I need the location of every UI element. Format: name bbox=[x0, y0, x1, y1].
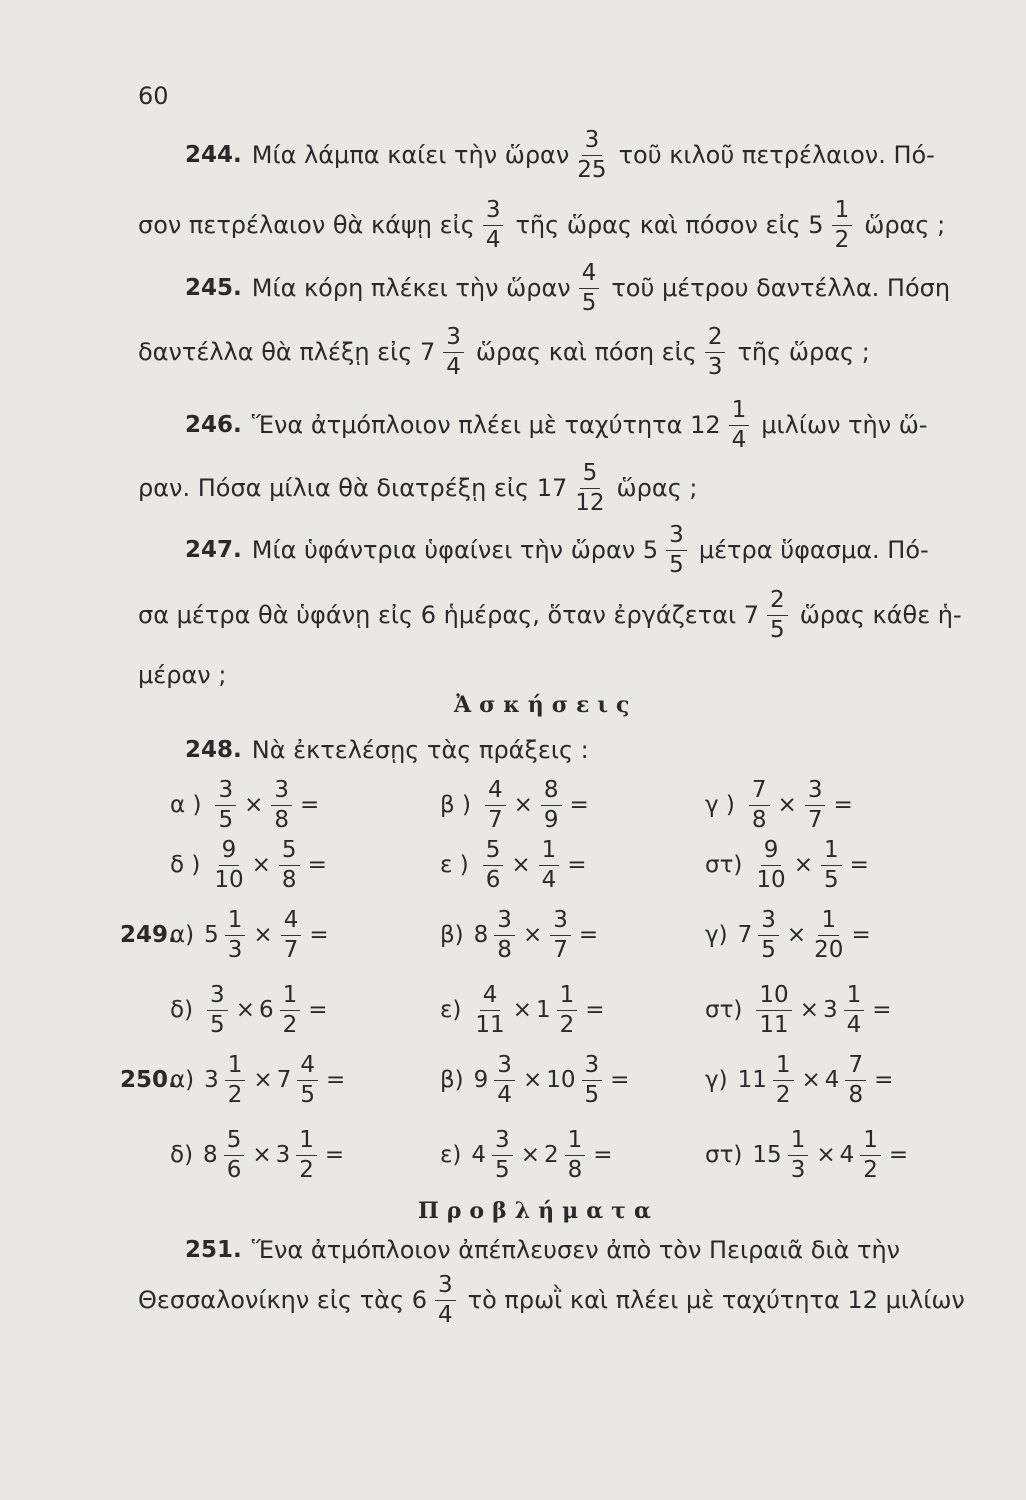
text-line bbox=[185, 395, 928, 455]
fraction bbox=[832, 198, 853, 253]
exercise-item bbox=[170, 905, 333, 965]
text-line bbox=[138, 1270, 965, 1330]
fraction-denominator: 8 bbox=[497, 936, 512, 963]
item-label: δ) bbox=[170, 1142, 194, 1168]
times-sign: × bbox=[786, 922, 807, 948]
fraction bbox=[756, 983, 791, 1038]
fraction-numerator: 3 bbox=[492, 1128, 513, 1156]
fraction-numerator: 3 bbox=[758, 908, 779, 936]
fraction bbox=[773, 1053, 794, 1108]
fraction bbox=[281, 908, 302, 963]
times-sign: × bbox=[251, 852, 271, 878]
whole-number: 8 bbox=[203, 1142, 218, 1168]
text-run: Μία λάμπα καίει τὴν ὥραν bbox=[251, 141, 570, 169]
equals-sign: = bbox=[325, 1067, 346, 1093]
exercise-item bbox=[705, 835, 873, 895]
exercise-item bbox=[170, 835, 331, 895]
text-run: τοῦ μέτρου δαντέλλα. Πόση bbox=[611, 274, 951, 302]
fraction-denominator: 5 bbox=[761, 936, 776, 963]
item-label: στ) bbox=[705, 1142, 743, 1168]
fraction bbox=[814, 908, 843, 963]
fraction-numerator: 3 bbox=[805, 778, 826, 806]
fraction-numerator: 8 bbox=[541, 778, 562, 806]
fraction-numerator: 1 bbox=[225, 908, 246, 936]
text-run: τῆς ὥρας ; bbox=[737, 338, 870, 366]
whole-number: 4 bbox=[824, 1067, 840, 1093]
times-sign: × bbox=[522, 922, 543, 948]
fraction bbox=[483, 838, 504, 893]
whole-number: 2 bbox=[543, 1142, 559, 1168]
fraction bbox=[494, 1053, 515, 1108]
whole-number: 1 bbox=[535, 997, 551, 1023]
whole-number: 4 bbox=[471, 1142, 487, 1168]
exercise-item bbox=[705, 775, 857, 835]
fraction bbox=[494, 908, 515, 963]
fraction-denominator: 5 bbox=[823, 866, 839, 893]
fraction-numerator: 1 bbox=[821, 838, 842, 866]
fraction-denominator: 8 bbox=[567, 1156, 583, 1183]
fraction-denominator: 4 bbox=[446, 353, 461, 380]
fraction bbox=[557, 983, 578, 1038]
fraction bbox=[435, 1273, 456, 1328]
exercise-item bbox=[705, 980, 896, 1040]
fraction-denominator: 7 bbox=[553, 936, 568, 963]
text-run: ὥρας ; bbox=[864, 211, 946, 239]
fraction bbox=[788, 1128, 809, 1183]
times-sign: × bbox=[816, 1142, 836, 1168]
fraction-numerator: 9 bbox=[761, 838, 782, 866]
fraction-numerator: 3 bbox=[494, 908, 515, 936]
item-label: β ) bbox=[440, 792, 471, 818]
fraction-numerator: 1 bbox=[844, 983, 865, 1011]
fraction-denominator: 4 bbox=[497, 1081, 512, 1108]
whole-number: 7 bbox=[276, 1067, 292, 1093]
times-sign: × bbox=[253, 922, 273, 948]
fraction-numerator: 1 bbox=[557, 983, 578, 1011]
text-run: ὥρας ; bbox=[616, 474, 698, 502]
fraction bbox=[271, 778, 292, 833]
fraction-denominator: 7 bbox=[283, 936, 299, 963]
problem-number: 244. bbox=[185, 142, 242, 168]
fraction bbox=[767, 588, 788, 643]
fraction-denominator: 2 bbox=[559, 1011, 575, 1038]
equals-sign: = bbox=[610, 1067, 630, 1093]
fraction bbox=[550, 908, 571, 963]
exercise-instruction: Νὰ ἐκτελέσῃς τὰς πράξεις : bbox=[251, 736, 589, 764]
text-run: Ἕνα ἀτμόπλοιον ἀπέπλευσεν ἀπὸ τὸν Πειραιᾶ διὰ τὴν bbox=[251, 1236, 901, 1264]
item-label: δ) bbox=[170, 997, 194, 1023]
fraction-denominator: 5 bbox=[495, 1156, 510, 1183]
fraction-denominator: 10 bbox=[756, 866, 786, 893]
text-run: μέτρα ὕφασμα. Πό- bbox=[698, 536, 929, 564]
item-label: στ) bbox=[705, 852, 743, 878]
fraction-numerator: 3 bbox=[435, 1273, 456, 1301]
fraction-denominator: 5 bbox=[210, 1011, 225, 1038]
fraction-numerator: 1 bbox=[565, 1128, 586, 1156]
fraction-denominator: 5 bbox=[584, 1081, 600, 1108]
whole-number: 7 bbox=[737, 922, 753, 948]
whole-number: 15 bbox=[752, 1142, 782, 1168]
fraction-denominator: 5 bbox=[218, 806, 234, 833]
text-line bbox=[138, 322, 870, 382]
text-run: Ἕνα ἀτμόπλοιον πλέει μὲ ταχύτητα 12 bbox=[251, 411, 721, 439]
text-line bbox=[185, 125, 935, 185]
problem-number: 250. bbox=[120, 1067, 177, 1093]
fraction-numerator: 5 bbox=[483, 838, 504, 866]
fraction-denominator: 5 bbox=[581, 289, 597, 316]
text-run: δαντέλλα θὰ πλέξῃ εἰς 7 bbox=[138, 338, 436, 366]
exercise-item bbox=[440, 1050, 633, 1110]
fraction-denominator: 4 bbox=[731, 426, 747, 453]
text-line bbox=[138, 458, 698, 518]
text-line bbox=[185, 258, 950, 318]
text-run: Μία ὑφάντρια ὑφαίνει τὴν ὥραν 5 bbox=[251, 536, 659, 564]
fraction bbox=[296, 1128, 317, 1183]
fraction bbox=[575, 461, 604, 516]
fraction bbox=[844, 983, 865, 1038]
fraction bbox=[565, 1128, 586, 1183]
item-label: ε) bbox=[440, 1142, 462, 1168]
times-sign: × bbox=[512, 997, 532, 1023]
fraction-numerator: 3 bbox=[483, 198, 504, 226]
text-run: ὥρας κάθε ἡ- bbox=[799, 601, 962, 629]
problem-number: 251. bbox=[185, 1237, 242, 1263]
equals-sign: = bbox=[585, 997, 605, 1023]
times-sign: × bbox=[511, 852, 531, 878]
problem-number: 246. bbox=[185, 412, 242, 438]
whole-number: 4 bbox=[839, 1142, 855, 1168]
fraction-numerator: 3 bbox=[666, 523, 687, 551]
exercise-item bbox=[170, 1125, 348, 1185]
fraction-numerator: 4 bbox=[485, 778, 506, 806]
fraction-denominator: 12 bbox=[575, 489, 605, 516]
fraction-numerator: 1 bbox=[818, 908, 839, 936]
exercise-item bbox=[170, 775, 323, 835]
text-run: σον πετρέλαιον θὰ κάψῃ εἰς bbox=[138, 211, 475, 239]
text-run: ὥρας καὶ πόση εἰς bbox=[475, 338, 697, 366]
fraction-numerator: 3 bbox=[582, 128, 603, 156]
equals-sign: = bbox=[307, 852, 327, 878]
fraction bbox=[475, 983, 504, 1038]
equals-sign: = bbox=[300, 792, 320, 818]
fraction-denominator: 3 bbox=[790, 1156, 806, 1183]
page-number: 60 bbox=[138, 82, 169, 110]
fraction bbox=[821, 838, 842, 893]
fraction-numerator: 3 bbox=[582, 1053, 603, 1081]
fraction-denominator: 5 bbox=[300, 1081, 315, 1108]
fraction-denominator: 2 bbox=[299, 1156, 314, 1183]
fraction-denominator: 3 bbox=[707, 353, 723, 380]
fraction-numerator: 4 bbox=[297, 1053, 318, 1081]
fraction-numerator: 4 bbox=[480, 983, 501, 1011]
times-sign: × bbox=[801, 1067, 821, 1093]
fraction-denominator: 3 bbox=[227, 936, 243, 963]
exercise-item bbox=[440, 905, 602, 965]
fraction-denominator: 6 bbox=[226, 1156, 242, 1183]
fraction bbox=[845, 1053, 866, 1108]
equals-sign: = bbox=[874, 1067, 894, 1093]
fraction bbox=[729, 398, 750, 453]
exercise-item bbox=[440, 775, 593, 835]
fraction-numerator: 1 bbox=[832, 198, 853, 226]
fraction-denominator: 8 bbox=[751, 806, 767, 833]
fraction-denominator: 4 bbox=[437, 1301, 453, 1328]
fraction bbox=[582, 1053, 603, 1108]
fraction-denominator: 5 bbox=[770, 616, 785, 643]
equals-sign: = bbox=[324, 1142, 345, 1168]
fraction-numerator: 4 bbox=[281, 908, 302, 936]
exercise-item bbox=[170, 980, 332, 1040]
fraction-denominator: 2 bbox=[834, 226, 850, 253]
whole-number: 6 bbox=[258, 997, 274, 1023]
text-line bbox=[138, 585, 962, 645]
text-run: τῆς ὥρας καὶ πόσον εἰς 5 bbox=[515, 211, 824, 239]
fraction-denominator: 6 bbox=[485, 866, 501, 893]
text-line bbox=[138, 195, 945, 255]
item-label: γ) bbox=[705, 922, 728, 948]
item-label: γ ) bbox=[705, 792, 735, 818]
exercise-item bbox=[440, 1125, 617, 1185]
fraction-numerator: 3 bbox=[215, 778, 236, 806]
problems-heading: Προβλήματα bbox=[418, 1198, 659, 1224]
fraction bbox=[443, 325, 464, 380]
whole-number: 5 bbox=[204, 922, 219, 948]
text-run: μιλίων τὴν ὥ- bbox=[761, 411, 928, 439]
whole-number: 9 bbox=[473, 1067, 489, 1093]
text-run: μέραν ; bbox=[138, 661, 227, 689]
fraction-numerator: 7 bbox=[749, 778, 770, 806]
fraction-denominator: 2 bbox=[863, 1156, 878, 1183]
fraction-denominator: 9 bbox=[543, 806, 559, 833]
equals-sign: = bbox=[851, 922, 871, 948]
exercise-item bbox=[705, 905, 875, 965]
times-sign: × bbox=[793, 852, 813, 878]
fraction-denominator: 2 bbox=[282, 1011, 298, 1038]
fraction-denominator: 4 bbox=[846, 1011, 862, 1038]
fraction-denominator: 11 bbox=[475, 1011, 505, 1038]
whole-number: 3 bbox=[822, 997, 838, 1023]
item-label: ε ) bbox=[440, 852, 469, 878]
item-label: α ) bbox=[170, 792, 202, 818]
times-sign: × bbox=[520, 1142, 540, 1168]
item-label: β) bbox=[440, 1067, 464, 1093]
fraction-numerator: 3 bbox=[207, 983, 228, 1011]
text-run: τοῦ κιλοῦ πετρέλαιον. Πό- bbox=[618, 141, 935, 169]
equals-sign: = bbox=[849, 852, 869, 878]
fraction-numerator: 10 bbox=[756, 983, 791, 1011]
exercise-item bbox=[170, 1050, 349, 1110]
fraction bbox=[579, 261, 600, 316]
fraction bbox=[492, 1128, 513, 1183]
fraction-numerator: 5 bbox=[279, 838, 300, 866]
fraction-denominator: 4 bbox=[485, 226, 501, 253]
exercise-item bbox=[440, 980, 609, 1040]
fraction-denominator: 2 bbox=[227, 1081, 243, 1108]
exercise-item bbox=[705, 1050, 897, 1110]
equals-sign: = bbox=[872, 997, 892, 1023]
fraction-denominator: 8 bbox=[281, 866, 297, 893]
fraction-denominator: 7 bbox=[487, 806, 503, 833]
problem-number: 245. bbox=[185, 275, 242, 301]
equals-sign: = bbox=[308, 997, 328, 1023]
fraction bbox=[756, 838, 785, 893]
text-run: Θεσσαλονίκην εἰς τὰς 6 bbox=[138, 1286, 427, 1314]
fraction bbox=[758, 908, 779, 963]
item-label: β) bbox=[440, 922, 464, 948]
fraction bbox=[577, 128, 606, 183]
fraction bbox=[805, 778, 826, 833]
exercise-item bbox=[705, 1125, 912, 1185]
item-label: ε) bbox=[440, 997, 462, 1023]
times-sign: × bbox=[777, 792, 797, 818]
fraction-denominator: 10 bbox=[214, 866, 244, 893]
times-sign: × bbox=[235, 997, 255, 1023]
item-label: α) bbox=[170, 1067, 195, 1093]
fraction-denominator: 8 bbox=[274, 806, 290, 833]
fraction-denominator: 7 bbox=[807, 806, 823, 833]
fraction-numerator: 2 bbox=[705, 325, 726, 353]
fraction bbox=[705, 325, 726, 380]
text-run: τὸ πρωῒ καὶ πλέει μὲ ταχύτητα 12 μιλίων bbox=[467, 1286, 965, 1314]
fraction-denominator: 8 bbox=[848, 1081, 864, 1108]
fraction-numerator: 3 bbox=[443, 325, 464, 353]
problem-number: 248. bbox=[185, 737, 242, 763]
equals-sign: = bbox=[569, 792, 589, 818]
fraction-numerator: 1 bbox=[539, 838, 560, 866]
fraction-denominator: 4 bbox=[541, 866, 557, 893]
whole-number: 10 bbox=[546, 1067, 576, 1093]
whole-number: 3 bbox=[204, 1067, 219, 1093]
fraction bbox=[224, 1128, 245, 1183]
fraction bbox=[485, 778, 506, 833]
fraction-numerator: 1 bbox=[225, 1053, 246, 1081]
text-run: σα μέτρα θὰ ὑφάνῃ εἰς 6 ἡμέρας, ὅταν ἐργάζεται 7 bbox=[138, 601, 760, 629]
fraction-numerator: 9 bbox=[219, 838, 240, 866]
fraction bbox=[539, 838, 560, 893]
fraction-numerator: 5 bbox=[580, 461, 601, 489]
item-label: γ) bbox=[705, 1067, 728, 1093]
fraction bbox=[666, 523, 687, 578]
fraction-denominator: 25 bbox=[577, 156, 607, 183]
text-run: ραν. Πόσα μίλια θὰ διατρέξῃ εἰς 17 bbox=[138, 474, 568, 502]
item-label: δ ) bbox=[170, 852, 201, 878]
fraction-numerator: 1 bbox=[729, 398, 750, 426]
fraction-denominator: 20 bbox=[814, 936, 844, 963]
fraction bbox=[214, 838, 243, 893]
fraction bbox=[860, 1128, 881, 1183]
fraction bbox=[279, 838, 300, 893]
fraction bbox=[225, 1053, 246, 1108]
fraction-denominator: 11 bbox=[759, 1011, 789, 1038]
fraction-numerator: 3 bbox=[550, 908, 571, 936]
fraction-numerator: 1 bbox=[773, 1053, 794, 1081]
whole-number: 11 bbox=[737, 1067, 767, 1093]
item-label: στ) bbox=[705, 997, 743, 1023]
item-label: α) bbox=[170, 922, 195, 948]
fraction bbox=[225, 908, 246, 963]
fraction bbox=[215, 778, 236, 833]
text-run: Μία κόρη πλέκει τὴν ὥραν bbox=[251, 274, 571, 302]
times-sign: × bbox=[244, 792, 264, 818]
exercise-248-intro bbox=[185, 720, 589, 780]
fraction bbox=[207, 983, 228, 1038]
fraction-numerator: 1 bbox=[788, 1128, 809, 1156]
fraction bbox=[280, 983, 301, 1038]
exercise-item bbox=[440, 835, 591, 895]
equals-sign: = bbox=[833, 792, 853, 818]
fraction-denominator: 2 bbox=[775, 1081, 791, 1108]
fraction-numerator: 3 bbox=[494, 1053, 515, 1081]
fraction-numerator: 5 bbox=[224, 1128, 245, 1156]
whole-number: 3 bbox=[275, 1142, 291, 1168]
equals-sign: = bbox=[888, 1142, 909, 1168]
fraction-numerator: 1 bbox=[296, 1128, 317, 1156]
times-sign: × bbox=[253, 1067, 273, 1093]
exercises-heading: Ἀσκήσεις bbox=[454, 692, 638, 718]
fraction bbox=[297, 1053, 318, 1108]
problem-number: 247. bbox=[185, 537, 242, 563]
times-sign: × bbox=[252, 1142, 272, 1168]
fraction-numerator: 4 bbox=[579, 261, 600, 289]
problem-number: 249. bbox=[120, 922, 177, 948]
equals-sign: = bbox=[309, 922, 329, 948]
fraction-numerator: 2 bbox=[767, 588, 788, 616]
fraction bbox=[541, 778, 562, 833]
whole-number: 8 bbox=[473, 922, 489, 948]
times-sign: × bbox=[799, 997, 819, 1023]
fraction bbox=[483, 198, 504, 253]
text-line bbox=[138, 645, 226, 705]
times-sign: × bbox=[513, 792, 533, 818]
times-sign: × bbox=[522, 1067, 543, 1093]
fraction-denominator: 5 bbox=[669, 551, 684, 578]
text-line bbox=[185, 520, 929, 580]
fraction-numerator: 1 bbox=[280, 983, 301, 1011]
equals-sign: = bbox=[593, 1142, 613, 1168]
fraction bbox=[749, 778, 770, 833]
fraction-numerator: 1 bbox=[860, 1128, 881, 1156]
equals-sign: = bbox=[567, 852, 587, 878]
fraction-numerator: 3 bbox=[271, 778, 292, 806]
equals-sign: = bbox=[578, 922, 599, 948]
fraction-numerator: 7 bbox=[845, 1053, 866, 1081]
